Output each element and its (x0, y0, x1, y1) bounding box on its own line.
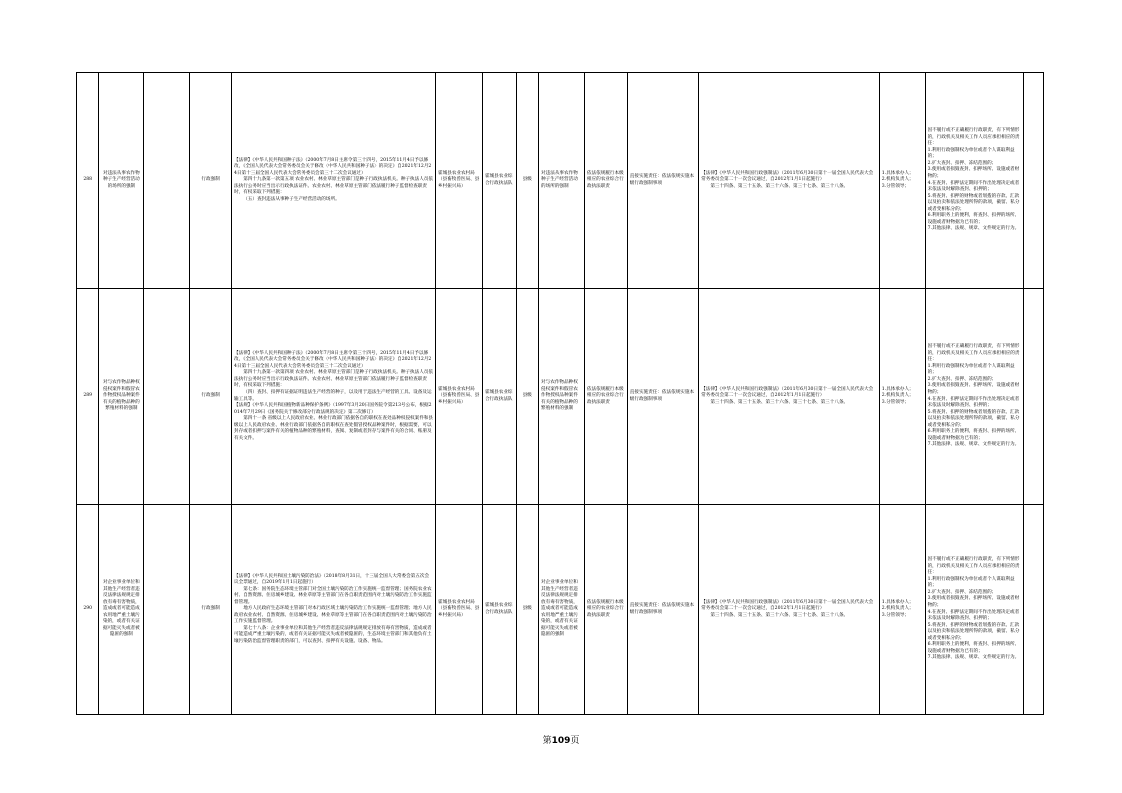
remark (1023, 73, 1044, 289)
responsible-subject (879, 73, 925, 289)
responsibility-basis (699, 73, 880, 289)
liability-situation-line: 因不履行或不正确履行行政职责，有下列情形的，行政机关及相关工作人员应承担相应的责任： (927, 128, 1020, 147)
page-prefix: 第 (542, 736, 552, 746)
responsible-subject-line: 2.机构负责人； (881, 606, 914, 612)
liability-situation-line: 3.使用或者损毁查封、扣押场所、设施或者财物的； (927, 596, 1020, 608)
responsibility-matter: 直接实施责任：依法依规实施本级行政强制事项 (627, 505, 698, 715)
legal-basis (232, 289, 436, 505)
responsible-subject-line: 3.分管领导； (881, 183, 910, 189)
sub-item (144, 505, 190, 715)
implementing-unit: 霍城县农业综合行政执法队 (482, 73, 516, 289)
legal-basis-line: 第七条：国务院生态环境主管部门对全国土壤污染防治工作实施统一监督管理；国务院农业农村、自然资源、住房城乡建设、林业草原等主管部门在各自职责范围内对土壤污染防治工作实施监督管理。 (234, 586, 432, 605)
liability-situation-line: 5.将查封、扣押的财物或者划拨的存款、汇款以及拍卖和依法处理所得的款项，截留、私分或者变相私分的； (927, 193, 1020, 212)
liability-situation-line: 2.扩大查封、扣押、冻结范围的； (927, 589, 997, 595)
responsible-subject-line: 2.机构负责人； (881, 393, 914, 399)
liability-situation-line: 4.在查封、扣押法定期间不作出处理决定或者未依法及时解除查封、扣押的； (927, 396, 1020, 409)
power-type: 行政强制 (190, 73, 232, 289)
responsibility-matter: 直接实施责任：依法依规实施本级行政强制事项 (627, 289, 698, 505)
page-suffix: 页 (570, 736, 580, 746)
responsibility-basis-line: 【法律】《中华人民共和国行政强制法》（2011年6月30日第十一届全国人民代表大会常务委员会第二十一次会议通过，自2012年1月1日起施行） (701, 386, 874, 399)
legal-basis-line: 【法律】《中华人民共和国土壤污染防治法》（2018年8月31日，十三届全国人大常委会第五次会议全票通过，自2019年1月1日起施行） (234, 573, 430, 586)
legal-basis-line: 第七十八条：企业事业单位和其他生产经营者违反法律法规规定排放有毒有害物质，造成或者可能造成严重土壤污染的，或者有关证据可能灭失或者被隐匿的，生态环境主管部门和其他负有土壤污染防治监督管理职责的部门，可以查封、扣押有关设施、设备、物品。 (234, 625, 432, 644)
liability-situation-line: 1.利用行政强制权为单位或者个人谋取利益的； (927, 147, 1015, 160)
remark (1023, 505, 1044, 715)
exercise-level: 县级 (516, 505, 538, 715)
liability-situation-line: 7.其他法律、法规、规章、文件规定的行为。 (927, 655, 1020, 661)
liability-situation-line: 7.其他法律、法规、规章、文件规定的行为。 (927, 442, 1020, 448)
row-number: 290 (77, 505, 99, 715)
liability-situation (925, 505, 1023, 715)
legal-basis-line: （五）查封违法从事种子生产经营活动的场所。 (243, 196, 340, 202)
responsible-department: 霍城县农业农村局（县畜牧兽医局、县乡村振兴局） (436, 289, 483, 505)
liability-situation-line: 5.将查封、扣押的财物或者划拨的存款、汇款以及拍卖和依法处理所得的款项，截留、私分或者变相私分的； (927, 622, 1020, 641)
item-name: 对违法从事农作物种子生产经营活动的场所的强制 (99, 73, 144, 289)
duty-content: 依法依规履行本级相应的农业综合行政执法职责 (584, 289, 627, 505)
legal-basis-line: 【法规】《中华人民共和国植物新品种保护条例》（1997年3月20日国务院令第213号公布，根据2014年7月29日《国务院关于修改部分行政法规的决定》第二次修订） (234, 403, 432, 415)
item-name: 对与农作物品种权侵权案件和假冒农作物授权品种案件有关的植物品种的繁殖材料的强制 (99, 289, 144, 505)
table-row (77, 505, 1044, 715)
liability-situation-line: 3.使用或者损毁查封、扣押场所、设施或者财物的； (927, 167, 1020, 179)
liability-situation-line: 2.扩大查封、扣押、冻结范围的； (927, 376, 997, 382)
liability-situation-line: 4.在查封、扣押法定期间不作出处理决定或者未依法及时解除查封、扣押的； (927, 180, 1020, 193)
legal-basis-line: 第四十一条 省级以上人民政府农业、林业行政部门依据各自的职权在查处品种权侵权案件和县级以上人民政府农业、林业行政部门依据各自的职权在查处假冒授权品种案件时，根据需要，可以封存或者扣押与案件有关的植物品种的繁殖材料，查阅、复制或者封存与案件有关的合同、账册及有关文件。 (234, 416, 434, 441)
liability-situation-line: 2.扩大查封、扣押、冻结范围的； (927, 160, 997, 166)
liability-situation-line: 7.其他法律、法规、规章、文件规定的行为。 (927, 226, 1020, 232)
page-number-value: 109 (551, 736, 571, 746)
responsibility-basis-line: 第三十四条、第三十五条、第三十六条、第三十七条、第三十八条。 (710, 183, 849, 189)
responsibility-basis (699, 505, 880, 715)
legal-basis-line: 第四十九条第一款第四项 农业农村、林业草原主管部门是种子行政执法机关。种子执法人员依法执行公务时应当出示行政执法证件。农业农村、林业草原主管部门依法履行种子监督检查职责时，有权采取下列措施： (234, 370, 434, 389)
table-row (77, 73, 1044, 289)
liability-situation-line: 1.利用行政强制权为单位或者个人谋取利益的； (927, 576, 1015, 589)
sub-item (144, 73, 190, 289)
responsible-subject-line: 1.具体承办人； (881, 599, 914, 605)
liability-situation-line: 6.利用职务上的便利，将查封、扣押的场所、设施或者财物据为已有的； (927, 213, 1020, 225)
responsible-subject (879, 289, 925, 505)
legal-basis-line: 第四十九条第一款第五项 农业农村、林业草原主管部门是种子行政执法机关。种子执法人员依法执行公务时应当出示行政执法证件。农业农村、林业草原主管部门依法履行种子监督检查职责时，有权采取下列措施： (234, 177, 434, 196)
responsibility-matter: 直接实施责任：依法依规实施本级行政强制事项 (627, 73, 698, 289)
power-list-table (76, 72, 1044, 715)
power-type: 行政强制 (190, 505, 232, 715)
table-row (77, 289, 1044, 505)
responsibility-basis-line: 第三十四条、第三十五条、第三十六条、第三十七条、第三十八条。 (710, 612, 849, 618)
sub-item (144, 289, 190, 505)
liability-situation-line: 因不履行或不正确履行行政职责，有下列情形的，行政机关及相关工作人员应承担相应的责任： (927, 557, 1020, 576)
legal-basis-line: 【法律】《中华人民共和国种子法》（2000年7月8日主席令第三十四号，2015年11月4日予以修改，《全国人民代表大会常务委员会关于修改〈中华人民共和国种子法〉的决定》自2021年12月24日第十三届全国人民代表大会常务委员会第三十二次会议通过） (234, 157, 432, 176)
liability-situation-line: 1.利用行政强制权为单位或者个人谋取利益的； (927, 363, 1015, 376)
responsible-subject-line: 2.机构负责人； (881, 177, 914, 183)
row-number: 289 (77, 289, 99, 505)
legal-basis-line: （四）查封、扣押有证据证明违法生产经营的种子，以及用于违法生产经营的工具、设备及运输工具等。 (234, 389, 432, 402)
implementation-item: 对企业事业单位和其他生产经营者违反法律法规规定排放有毒有害物质，造成或者可能造成农用地严重土壤污染的，或者有关证据可能灭失或者被隐匿的强制 (539, 505, 585, 715)
legal-basis (232, 73, 436, 289)
liability-situation-line: 5.将查封、扣押的财物或者划拨的存款、汇款以及拍卖和依法处理所得的款项，截留、私分或者变相私分的； (927, 409, 1020, 428)
liability-situation-line: 6.利用职务上的便利，将查封、扣押的场所、设施或者财物据为已有的； (927, 429, 1020, 441)
implementation-item: 对违法从事农作物种子生产经营活动的场所的强制 (539, 73, 585, 289)
implementing-unit: 霍城县农业综合行政执法队 (482, 289, 516, 505)
responsibility-basis-line: 【法律】《中华人民共和国行政强制法》（2011年6月30日第十一届全国人民代表大会常务委员会第二十一次会议通过，自2012年1月1日起施行） (701, 599, 874, 612)
liability-situation-line: 因不履行或不正确履行行政职责，有下列情形的，行政机关及相关工作人员应承担相应的责任： (927, 344, 1020, 363)
page-number (0, 733, 1122, 746)
implementing-unit: 霍城县农业综合行政执法队 (482, 505, 516, 715)
liability-situation (925, 73, 1023, 289)
liability-situation-line: 4.在查封、扣押法定期间不作出处理决定或者未依法及时解除查封、扣押的； (927, 609, 1020, 622)
responsible-subject (879, 505, 925, 715)
exercise-level: 县级 (516, 289, 538, 505)
exercise-level: 县级 (516, 73, 538, 289)
row-number: 288 (77, 73, 99, 289)
responsibility-basis (699, 289, 880, 505)
power-type: 行政强制 (190, 289, 232, 505)
responsible-subject-line: 3.分管领导； (881, 399, 910, 405)
liability-situation (925, 289, 1023, 505)
responsible-department: 霍城县农业农村局（县畜牧兽医局、县乡村振兴局） (436, 73, 483, 289)
remark (1023, 289, 1044, 505)
responsibility-basis-line: 第三十四条、第三十五条、第三十六条、第三十七条、第三十八条。 (710, 399, 849, 405)
liability-situation-line: 3.使用或者损毁查封、扣押场所、设施或者财物的； (927, 383, 1020, 395)
legal-basis-line: 地方人民政府生态环境主管部门对本行政区域土壤污染防治工作实施统一监督管理；地方人民政府农业农村、自然资源、住房城乡建设、林业草原等主管部门在各自职责范围内对土壤污染防治工作实施监督管理。 (234, 606, 432, 625)
duty-content: 依法依规履行本级相应的农业综合行政执法职责 (584, 505, 627, 715)
duty-content: 依法依规履行本级相应的农业综合行政执法职责 (584, 73, 627, 289)
responsible-subject-line: 1.具体承办人； (881, 386, 914, 392)
responsible-subject-line: 1.具体承办人； (881, 170, 914, 176)
responsible-subject-line: 3.分管领导； (881, 612, 910, 618)
legal-basis-line: 【法律】《中华人民共和国种子法》（2000年7月8日主席令第三十四号，2015年11月4日予以修改，《全国人民代表大会常务委员会关于修改〈中华人民共和国种子法〉的决定》自2021年12月24日第十三届全国人民代表大会常务委员会第三十二次会议通过） (234, 350, 432, 369)
item-name: 对企业事业单位和其他生产经营者违反法律法规规定排放有毒有害物质，造成或者可能造成农用地严重土壤污染的，或者有关证据可能灭失或者被隐匿的强制 (99, 505, 144, 715)
legal-basis (232, 505, 436, 715)
implementation-item: 对与农作物品种权侵权案件和假冒农作物授权品种案件有关的植物品种的繁殖材料的强制 (539, 289, 585, 505)
liability-situation-line: 6.利用职务上的便利，将查封、扣押的场所、设施或者财物据为已有的； (927, 642, 1020, 654)
responsible-department: 霍城县农业农村局（县畜牧兽医局、县乡村振兴局） (436, 505, 483, 715)
responsibility-basis-line: 【法律】《中华人民共和国行政强制法》（2011年6月30日第十一届全国人民代表大会常务委员会第二十一次会议通过，自2012年1月1日起施行） (701, 170, 874, 183)
